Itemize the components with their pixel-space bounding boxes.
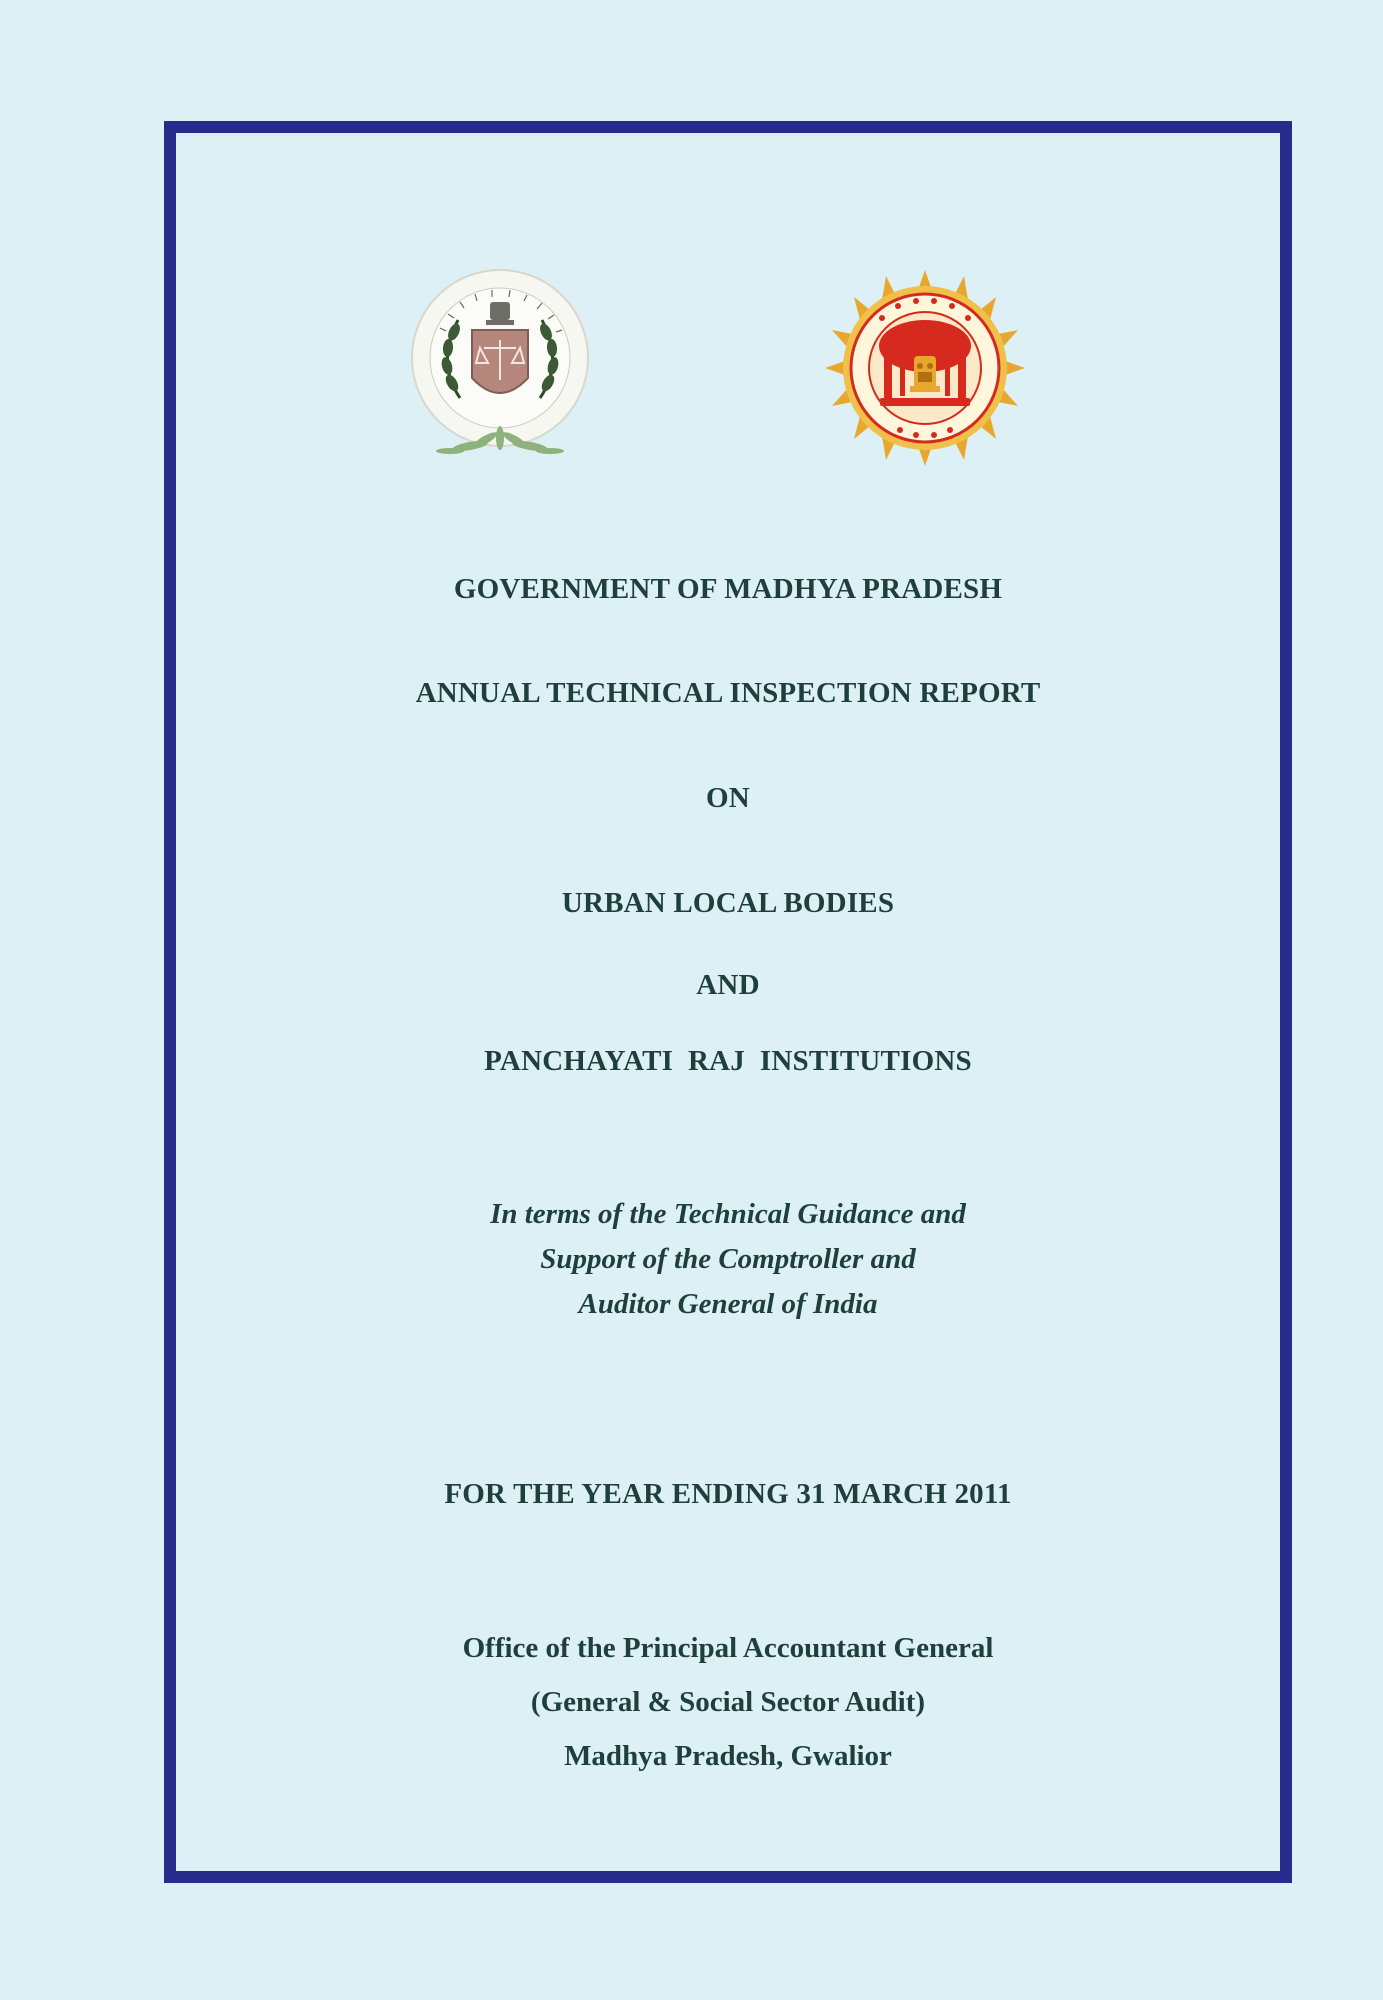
iaad-emblem-icon: [400, 268, 600, 468]
report-title: ANNUAL TECHNICAL INSPECTION REPORT: [415, 677, 1041, 709]
subtitle-line-3: Auditor General of India: [578, 1288, 878, 1320]
office-line-2: (General & Social Sector Audit): [530, 1686, 926, 1718]
government-heading: GOVERNMENT OF MADHYA PRADESH: [453, 573, 1003, 605]
office-line-3: Madhya Pradesh, Gwalior: [564, 1740, 892, 1772]
on-label: ON: [706, 782, 750, 814]
cover-border-frame: [164, 121, 1292, 1883]
and-label: AND: [696, 969, 760, 1001]
subject-urban-local-bodies: URBAN LOCAL BODIES: [561, 887, 895, 919]
mp-government-emblem-icon: [820, 268, 1030, 468]
subject-panchayati-raj: PANCHAYATI RAJ INSTITUTIONS: [484, 1045, 972, 1077]
reporting-period: FOR THE YEAR ENDING 31 MARCH 2011: [444, 1478, 1012, 1510]
office-line-1: Office of the Principal Accountant General: [462, 1632, 994, 1664]
subtitle-line-2: Support of the Comptroller and: [540, 1243, 916, 1275]
subtitle-line-1: In terms of the Technical Guidance and: [490, 1198, 966, 1230]
